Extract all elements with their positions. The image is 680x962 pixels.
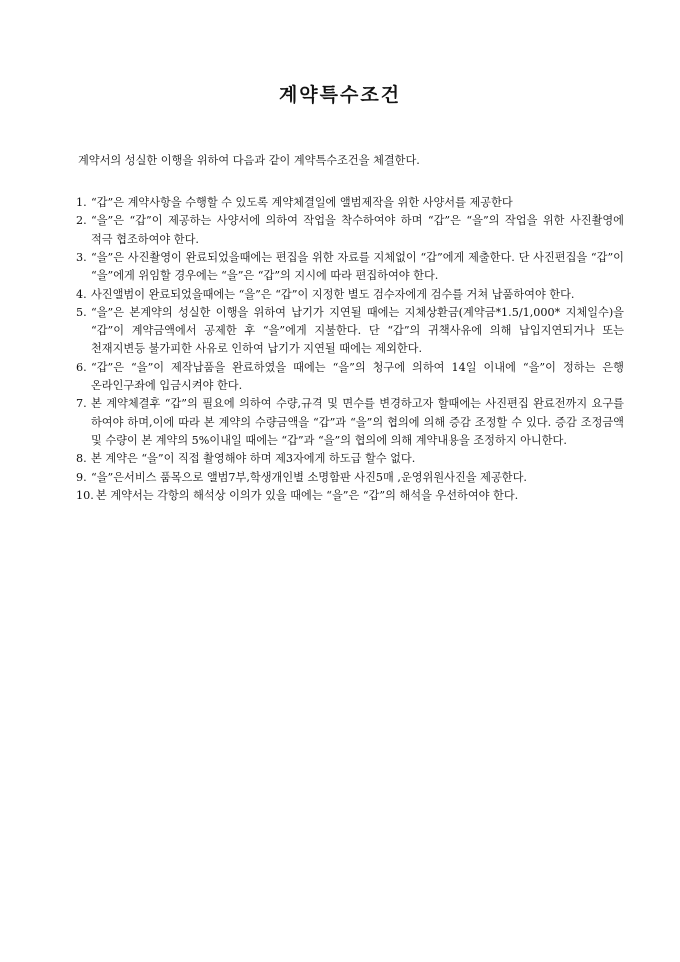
clause-text: 본 계약체결후 “갑”의 필요에 의하여 수량,규격 및 면수를 변경하고자 할때에는 사진편집 완료전까지 요구를 하여야 하며,이에 따라 본 계약의 수량금액을 “갑”과 “을”의 협의에 의해 증감 조정할 수 있다. 증감 조정금액 및 수량이 본 계약의 5%이내일 때에는 “갑”과 “을”의 협의에 의해 계약내용을 조정하지 아니한다. <box>91 397 624 447</box>
clause-number: 3. <box>76 250 87 264</box>
clause-text: “갑”은 계약사항을 수행할 수 있도록 계약체결일에 앨범제작을 위한 사양서를 제공한다 <box>91 196 513 209</box>
document-title: 계약특수조건 <box>278 84 402 106</box>
intro-paragraph: 계약서의 성실한 이행을 위하여 다음과 같이 계약특수조건을 체결한다. <box>78 154 420 167</box>
clause-4 <box>76 286 624 304</box>
clause-text: “을”은서비스 품목으로 앨범7부,학생개인별 소명함판 사진5매 ,운영위원사진을 제공한다. <box>91 470 527 484</box>
clause-text: “을”은 사진촬영이 완료되었을때에는 편집을 위한 자료를 지체없이 “갑”에게 제출한다. 단 사진편집을 “갑”이 “을”에게 위임할 경우에는 “을”은 “갑”의 지시에 따라 편집하여야 한다. <box>91 250 624 283</box>
clause-text: 본 계약은 “을”이 직접 촬영해야 하며 제3자에게 하도급 할수 없다. <box>91 452 416 466</box>
clause-text: “을”은 “갑”이 제공하는 사양서에 의하여 작업을 착수하여야 하며 “갑”은 “을”의 작업을 위한 사진촬영에 적극 협조하여야 한다. <box>91 214 624 246</box>
clause-1 <box>76 194 624 212</box>
clause-number: 4. <box>76 287 87 301</box>
clause-number: 1. <box>76 196 87 209</box>
clause-number: 5. <box>76 305 87 319</box>
clause-number: 8. <box>76 452 87 466</box>
clause-10 <box>76 487 624 505</box>
clause-text: “갑”은 “을”이 제작납품을 완료하였을 때에는 “을”의 청구에 의하여 14일 이내에 “을”이 정하는 은행 온라인구좌에 입금시켜야 한다. <box>91 360 624 392</box>
clause-number: 9. <box>76 470 87 484</box>
clause-number: 10. <box>76 488 94 502</box>
clause-3 <box>76 249 624 285</box>
clause-9 <box>76 469 624 487</box>
clause-6 <box>76 359 624 395</box>
clause-text: 사진앨범이 완료되었을때에는 “을”은 “갑”이 지정한 별도 검수자에게 검수를 거쳐 납품하여야 한다. <box>91 287 575 301</box>
clause-list <box>76 194 624 505</box>
clause-7 <box>76 395 624 450</box>
clause-number: 6. <box>76 360 87 374</box>
clause-8 <box>76 450 624 468</box>
clause-text: “을”은 본계약의 성실한 이행을 위하여 납기가 지연될 때에는 지체상환금(계약금*1.5/1,000* 지체일수)을 “갑”이 계약금액에서 공제한 후 “을”에게 지불한다. 단 “갑”의 귀책사유에 의해 납입지연되거나 또는 천재지변등 불가피한 사유로 인하여 납기가 지연될 때에는 제외한다. <box>91 305 624 356</box>
clause-text: 본 계약서는 각항의 해석상 이의가 있을 때에는 “을”은 “갑”의 해석을 우선하여야 한다. <box>96 488 519 502</box>
clause-number: 7. <box>76 397 87 411</box>
clause-5 <box>76 304 624 359</box>
clause-2 <box>76 212 624 248</box>
clause-number: 2. <box>76 214 87 228</box>
